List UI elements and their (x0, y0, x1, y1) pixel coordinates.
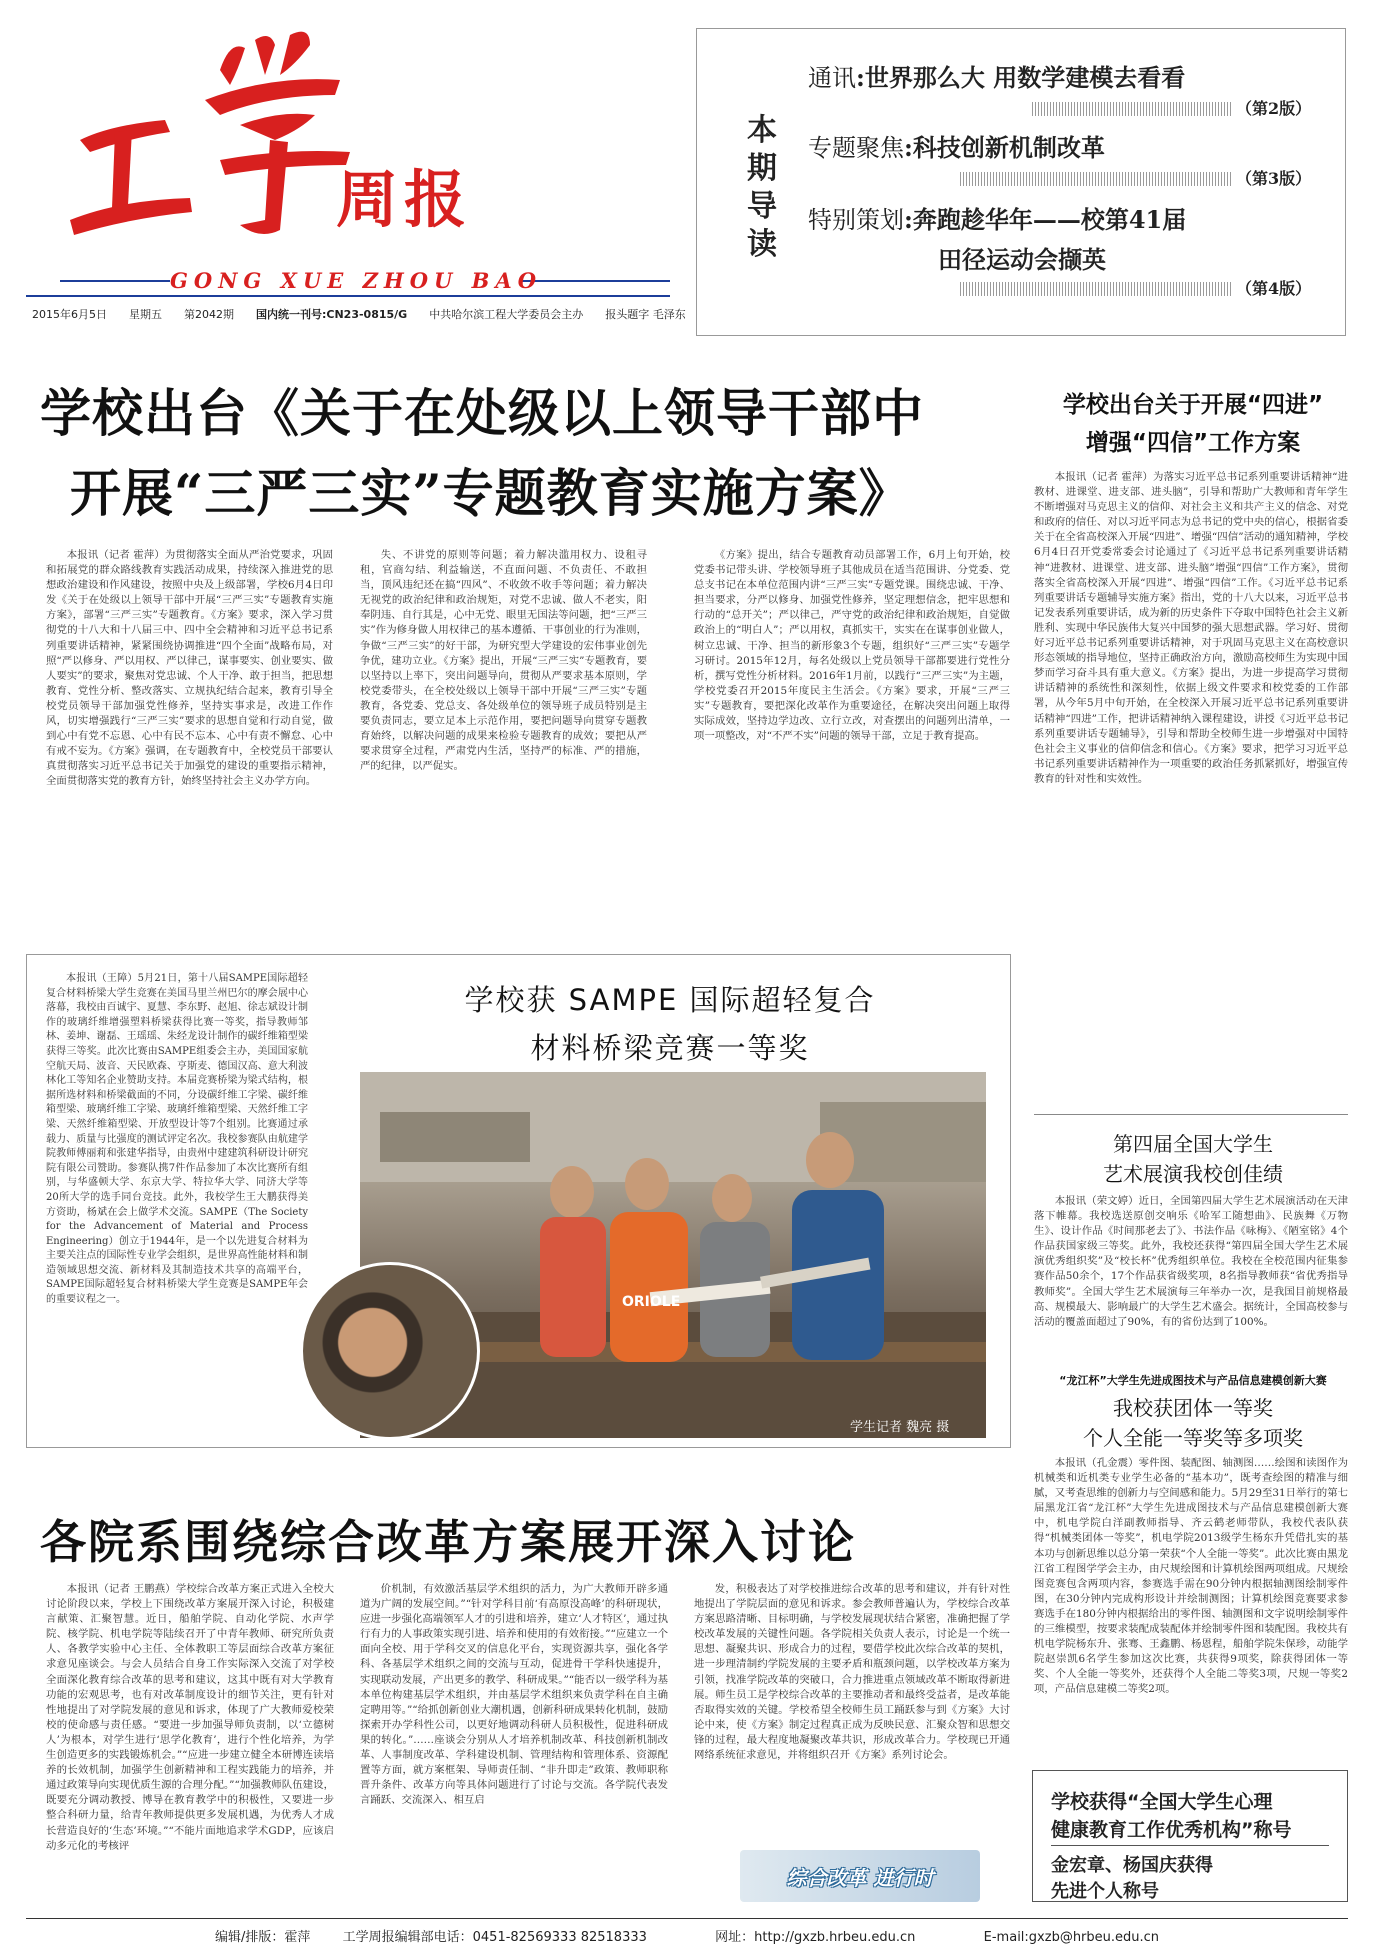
reform-body-col3 (694, 1582, 1010, 1842)
award-line-1: 学校获得“全国大学生心理 (1051, 1791, 1273, 1813)
footer-rule (26, 1918, 1348, 1919)
award-line-4: 先进个人称号 (1051, 1881, 1159, 1902)
masthead-rule-bottom (26, 295, 670, 297)
sampe-text: 本报讯（王障）5月21日，第十八届SAMPE国际超轻复合材料桥梁大学生竞赛在美国马里兰州巴尔的摩会展中心落幕，我校由百诚宇、夏慧、李东野、赵旭、徐志斌设计制作的玻璃纤维增强塑料桥梁获得比赛一等奖，指导教师邹林、姜坤、谢磊、王瑶瑶、朱经龙设计制作的碳纤维箱型梁获得三等奖。此次比赛由SAMPE组委会主办，美国国家航空航天局、波音、天民欧森、亨斯麦、德国汉高、意大利波林化工等知名企业赞助支持。本届竞赛桥梁为梁式结构，根据所选材料和桥梁截面的不同，分设碳纤维工字梁、碳纤维箱型梁、玻璃纤维工字梁、玻璃纤维箱型梁、天然纤维工字梁、天然纤维箱型梁、开放型设计等7个组别。比赛通过承载力、质量与比强度的测试评定名次。我校参赛队由航建学院教师傅丽莉和张建华指导，由贵州中建建筑科研设计研究院有限公司赞助。参赛队携7件作品参加了本次比赛所有组别，与华盛顿大学、东京大学、特拉华大学、同济大学等20所大学的选手同台竞技。此外，我校学生王大鹏获得美方资助，杨斌在会上做学术交流。SAMPE（The Society for the Advancement of Material and Process Engineering）创立于1944年，是一个以先进复合材料为主要关注点的国际性专业学会组织，是世界高性能材料和制造领域思想交流、新材料及其制造技术共享的高端平台，SAMPE国际超轻复合材料桥梁大学生竞赛是SAMPE年会的重要议程之一。 (46, 973, 308, 1306)
lead-body-col3 (694, 548, 1010, 916)
issue-date: 2015年6月5日 (32, 308, 107, 321)
footer-phone: 工学周报编辑部电话：0451-82569333 82518333 (342, 1930, 647, 1945)
toc-page-3: （第4版） (1236, 279, 1312, 298)
sampe-inset-photo (300, 1262, 480, 1440)
masthead-pinyin: GONG XUE ZHOU BAO (170, 268, 543, 293)
toc-title: 本期导读 (747, 113, 777, 262)
side1-headline-1: 学校出台关于开展“四进” (1062, 392, 1324, 418)
reform-headline: 各院系围绕综合改革方案展开深入讨论 (40, 1515, 856, 1569)
toc-text: :科技创新机制改革 (904, 133, 1105, 162)
toc-item-3-line2: 田径运动会撷英 (938, 245, 1106, 274)
masthead-rule-top-right (520, 280, 670, 282)
toc-category: 通讯 (808, 64, 856, 92)
footer (0, 1926, 1374, 1945)
art-body (1034, 1194, 1348, 1346)
award-rule (1051, 1845, 1329, 1846)
footer-email[interactable]: E-mail:gxzb@hrbeu.edu.cn (983, 1930, 1160, 1945)
reform-col3-text: 发，积极表达了对学校推进综合改革的思考和建议，并有针对性地提出了学院层面的意见和诉求。参会教师普遍认为，学校综合改革方案思路清晰、目标明确，与学校发展现状结合紧密，准确把握了学校改革发展的关键性问题。各学院相关负责人表示，讨论是一个统一思想、凝聚共识、形成合力的过程，要借学校此次综合改革的契机，进一步理清制约学院发展的主要矛盾和瓶颈问题，以学校改革方案为引领，找准学院改革的突破口，合力推进重点领域改革不断取得新进展。师生员工是学校综合改革的主要推动者和最终受益者，是改革能否取得实效的关键。学校希望全校师生员工踊跃参与到《方案》大讨论中来，使《方案》制定过程真正成为反映民意、汇聚众智和思想交锋的过程，最大程度地凝聚改革共识，形成改革合力。学校现已开通网络系统征求意见，并将组织召开《方案》系列讨论会。 (694, 1583, 1010, 1762)
toc-page-1: （第2版） (1236, 99, 1312, 118)
tech-kicker: “龙江杯”大学生先进成图技术与产品信息建模创新大赛 (1059, 1374, 1327, 1387)
sampe-body (46, 972, 308, 1438)
issue-number: 第2042期 (184, 308, 234, 321)
tech-headline-1: 我校获团体一等奖 (1113, 1396, 1273, 1420)
issue-weekday: 星期五 (129, 308, 162, 321)
award-box (1032, 1770, 1348, 1902)
toc-text: :奔跑趁华年——校第41届 (904, 205, 1187, 234)
toc-leader-3 (960, 282, 1232, 296)
lead-headline-2: 开展“三严三实”专题教育实施方案》 (70, 464, 911, 524)
reform-body-col1 (46, 1582, 334, 1912)
issue-cn: 国内统一刊号:CN23-0815/G (256, 308, 408, 321)
art-headline-1: 第四届全国大学生 (1113, 1132, 1273, 1156)
lead-col2-text: 失、不讲党的原则等问题；着力解决滥用权力、设租寻租，官商勾结、利益输送，不直面问题、不负责任、不敢担当，顶风违纪还在搞“四风”、不收敛不收手等问题；着力解决无视党的政治纪律和政治规矩，对党不忠诚、做人不老实，阳奉阴违、自行其是，心中无党、眼里无国法等问题，把“三严三实”作为修身做人用权律己的基本遵循、干事创业的行为准则，争做“三严三实”的好干部，为研究型大学建设的宏伟事业创先争优，建功立业。《方案》提出，开展“三严三实”专题教育，要以坚持以上率下，突出问题导向，贯彻从严要求基本原则，学校党委带头，在全校处级以上领导干部中开展“三严三实”专题教育，各党委、党总支、各处级单位的领导班子成员特别是主要负责同志，要立足本上示范作用，要把问题导向贯穿专题教育始终，以解决问题的成果来检验专题教育的成效；要把从严要求贯穿全过程，严肃党内生活，坚持严的标准、严的措施，严的纪律，以严促实。 (360, 549, 647, 773)
masthead-rule-top (60, 280, 170, 282)
lead-col3-text: 《方案》提出，结合专题教育动员部署工作，6月上旬开始，校党委书记带头讲、学校领导班子其他成员在适当范围讲、分党委、党总支书记在本单位范围内讲“三严三实”专题党课。围绕忠诚、干净、担当要求，分严以修身、加强党性修养，坚定理想信念，把牢思想和行动的“总开关”；严以律己，严守党的政治纪律和政治规矩，自觉做政治上的“明白人”；严以用权，真抓实干，实实在在谋事创业做人，树立忠诚、干净、担当的新形象3个专题，组织好“三严三实”专题学习研讨。2015年12月，每名处级以上党员领导干部都要进行党性分析，撰写党性分析材料。2016年1月前，以践行“三严三实”为主题，学校党委召开2015年度民主生活会。《方案》要求，开展“三严三实”专题教育，要把深化改革作为重要途径，在解决突出问题上取得实际成效，坚持边学边改、立行立改，对查摆出的问题列出清单，一项一项整改，对“不严不实”问题的领导干部，立足于教育提高。 (694, 549, 1010, 743)
lead-col1-text: 本报讯（记者 霍萍）为贯彻落实全面从严治党要求，巩固和拓展党的群众路线教育实践活动成果，持续深入推进党的思想政治建设和作风建设，按照中央及上级部署，学校6月4日印发《关于在处级以上领导干部中开展“三严三实”专题教育实施方案》，部署“三严三实”专题教育。《方案》要求，深入学习贯彻党的十八大和十八届三中、四中全会精神和习近平总书记系列重要讲话精神，紧紧围绕协调推进“四个全面”战略布局，对照“严以修身、严以用权、严以律己，谋事要实、创业要实、做人要实”的要求，聚焦对党忠诚、个人干净、敢于担当，把思想教育、党性分析、整改落实、立规执纪结合起来，教育引导全校党员领导干部加强党性修养，坚持实事求是，改进工作作风，切实增强践行“三严三实”要求的思想自觉和行动自觉，做到心中有党不忘恩、心中有民不忘本、心中有责不懈怠、心中有戒不妄为。《方案》强调，在专题教育中，全校党员干部要认真贯彻落实习近平总书记关于加强党的建设的重要指示精神，全面贯彻落实党的教育方针，始终坚持社会主义办学方向。 (46, 549, 333, 788)
footer-website[interactable]: 网址：http://gxzb.hrbeu.edu.cn (715, 1930, 916, 1945)
sampe-headline-1: 学校获 SAMPE 国际超轻复合 (464, 983, 876, 1017)
issue-inscription: 报头题字 毛泽东 (605, 308, 686, 321)
lead-body-col2 (360, 548, 647, 916)
lead-body-col1 (46, 548, 333, 916)
footer-editor: 编辑/排版：霍萍 (214, 1930, 311, 1945)
side1-body (1034, 470, 1348, 1098)
lead-headline-1: 学校出台《关于在处级以上领导干部中 (40, 384, 925, 444)
reform-banner-text: 综合改革 进行时 (786, 1865, 934, 1890)
tech-headline-2: 个人全能一等奖等多项奖 (1083, 1426, 1303, 1450)
toc-category: 特别策划 (808, 206, 904, 234)
art-text: 本报讯（荣文婷）近日，全国第四届大学生艺术展演活动在天津落下帷幕。我校选送原创交响乐《哈军工随想曲》、民族舞《万物生》、设计作品《时间那老去了》、书法作品《咏梅》、《陋室铭》4个作品获国家级三等奖。此外，我校还获得“第四届全国大学生艺术展演优秀组织奖”及“校长杯”优秀组织单位。我校在全校范围内征集参赛作品50余个，17个作品获省级奖项，8名指导教师获“省优秀指导教师奖”。全国大学生艺术展演每三年举办一次，是我国目前规格最高、规模最大、影响最广的大学生艺术盛会。据统计，全国高校参与活动的覆盖面超过了90%，有的省份达到了100%。 (1034, 1195, 1348, 1328)
toc-item-1[interactable] (808, 58, 1185, 93)
tech-body (1034, 1456, 1348, 1758)
award-line-3: 金宏章、杨国庆获得 (1051, 1855, 1213, 1876)
award-line-2: 健康教育工作优秀机构”称号 (1051, 1819, 1292, 1841)
toc-item-3[interactable] (808, 200, 1186, 235)
reform-col1-text: 本报讯（记者 王鹏燕）学校综合改革方案正式进入全校大讨论阶段以来，学校上下围绕改革方案展开深入讨论，积极建言献策、汇聚智慧。近日，船舶学院、自动化学院、水声学院、核学院、机电学院等陆续召开了中青年教师、研究所负责人、各教学实验中心主任、全体教职工等层面综合改革方案征求意见座谈会。与会人员结合自身工作实际深入交流了对学校全面深化教育综合改革的思考和建议，这其中既有对大学教育功能的宏观思考，也有对改革制度设计的细节关注，更有针对性地提出了对学院发展的意见和诉求，体现了广大教师爱校荣校的使命感与责任感。“要进一步加强导师负责制，以‘立德树人’为根本，对学生进行‘思学化教育’，进行个性化培养，为学生创造更多的实践锻炼机会。”“应进一步建立健全本研博连读培养的长效机制，加强学生创新精神和工程实践能力的培养，并通过政策导向实现优质生源的合理分配。”“加强教师队伍建设，既要充分调动教授、博导在教育教学中的积极性，又要进一步整合科研力量，给青年教师提供更多发展机遇，为优秀人才成长营造良好的‘生态’环境。”“不能片面地追求学术GDP，应该启动多元化的考核评 (46, 1583, 334, 1852)
sampe-headline-2: 材料桥梁竞赛一等奖 (530, 1031, 810, 1065)
reform-col2-text: 价机制，有效激活基层学术组织的活力，为广大教师开辟多通道为广阔的发展空间。”“针对学科目前‘有高原没高峰’的科研现状，应进一步强化高端领军人才的引进和培养，建立‘人才特区’，通过执行有力的人事政策实现引进、培养和使用的有效衔接。”“应建立一个面向全校、用于学科交叉的信息化平台，实现资源共享，强化各学科、各基层学术组织之间的交流与互动，促进骨干学科快速提升，实现联动发展，产出更多的教学、科研成果。”“能否以一级学科为基本单位构建基层学术组织，并由基层学术组织来负责学科在自主确定聘用等。”“给抓创新创业大潮机遇，创新科研成果转化机制，鼓励探索开办学科性公司，以更好地调动科研人员积极性，促进科研成果的转化。”……座谈会分别从人才培养机制改革、科技创新机制改革、人事制度改革、学科建设机制、管理结构和管理体系、资源配置等方面，就方案框架、导师责任制、“非升即走”政策、教师职称晋升条件、改革方向等具体问题进行了讨论与交流。各学院代表发言踊跃、交流深入、相互启 (360, 1583, 668, 1807)
reform-body-col2 (360, 1582, 668, 1912)
masthead-title: 周报 (336, 163, 473, 236)
masthead-info (32, 306, 686, 322)
photo-shirt-text: ORIOLE (622, 1294, 681, 1310)
side1-text: 本报讯（记者 霍萍）为落实习近平总书记系列重要讲话精神“进教材、进课堂、进支部、进头脑”，引导和帮助广大教师和青年学生不断增强对马克思主义的信仰、对社会主义和共产主义的信念、对党和政府的信任、对以习近平同志为总书记的党中央的信心，根据省委关于在全省高校深入开展“四进”、增强“四信”活动的通知精神，学校6月4日召开党委常委会讨论通过了《习近平总书记系列重要讲话精神“进教材、进课堂、进支部、进头脑”增强“四信”工作方案》，贯彻落实全省高校深入开展“四进”、增强“四信”工作。《习近平总书记系列重要讲话专题辅导实施方案》指出，党的十八大以来，习近平总书记发表系列重要讲话，成为新的历史条件下夺取中国特色社会主义新胜利、实现中华民族伟大复兴中国梦的强大思想武器。学习好、贯彻好习近平总书记系列重要讲话精神，对于巩固马克思主义在高校意识形态领域的指导地位，坚持正确政治方向，激励高校师生为实现中国梦而学习奋斗具有重大意义。《方案》提出，为进一步提高学习贯彻讲话精神的系统性和深刻性，依据上级文件要求和校党委的工作部署，从今年5月中旬开始，在全校深入开展习近平总书记系列重要讲话精神“四进”工作，把讲话精神纳入课程建设，讲授《习近平总书记系列重要讲话专题辅导》，引导和帮助全校师生进一步增强对中国特色社会主义事业的信仰信念和信心。《方案》要求，把学习习近平总书记系列重要讲话精神作为一项重要的政治任务抓紧抓好，增强宣传教育的针对性和实效性。 (1034, 471, 1348, 785)
toc-leader-1 (1032, 102, 1232, 116)
toc-item-2[interactable] (808, 128, 1105, 163)
issue-sponsor: 中共哈尔滨工程大学委员会主办 (429, 308, 584, 321)
toc-category: 专题聚焦 (808, 134, 904, 162)
art-top-rule (1034, 1114, 1348, 1115)
tech-text: 本报讯（孔金震）零件图、装配图、轴测图……绘图和读图作为机械类和近机类专业学生必备的“基本功”，既考查绘图的精准与细腻，又考查思维的创新力与空间感和能力。5月29至31日举行的第七届黑龙江省“龙江杯”大学生先进成图技术与产品信息建模创新大赛中，机电学院白洋副教师指导、齐云鹤老师带队，我校代表队获得“机械类团体一等奖”，机电学院2013级学生杨东升凭借扎实的基本功与创新思维以总分第一荣获“个人全能一等奖”。此次比赛由黑龙江省工程图学学会主办，由尺规绘图和计算机绘图两项组成。尺规绘图竞赛包含两项内容，参赛选手需在90分钟内根据轴测图绘制零件图，在30分钟内完成构形设计并绘制测图；计算机绘图竞赛要求参赛选手在180分钟内根据给出的零件图、轴测图和文字说明绘制零件的三维模型，按要求装配成装配体并绘制零件图和装配图。我校共有机电学院杨东升、张骞、王鑫鹏、杨恩程，船舶学院朱保珍，动能学院赵崇凯6名学生参加这次比赛，共获得9项奖，除获得团体一等奖、个人全能一等奖外，还获得个人全能二等奖3项，尺规一等奖2项，产品信息建模二等奖2项。 (1034, 1457, 1348, 1696)
reform-banner (740, 1850, 980, 1902)
side1-headline-2: 增强“四信”工作方案 (1085, 430, 1301, 456)
photo-caption: 学生记者 魏亮 摄 (850, 1420, 950, 1435)
art-headline-2: 艺术展演我校创佳绩 (1103, 1162, 1283, 1186)
toc-leader-2 (960, 172, 1232, 186)
toc-text: :世界那么大 用数学建模去看看 (856, 63, 1186, 92)
toc-page-2: （第3版） (1236, 169, 1312, 188)
